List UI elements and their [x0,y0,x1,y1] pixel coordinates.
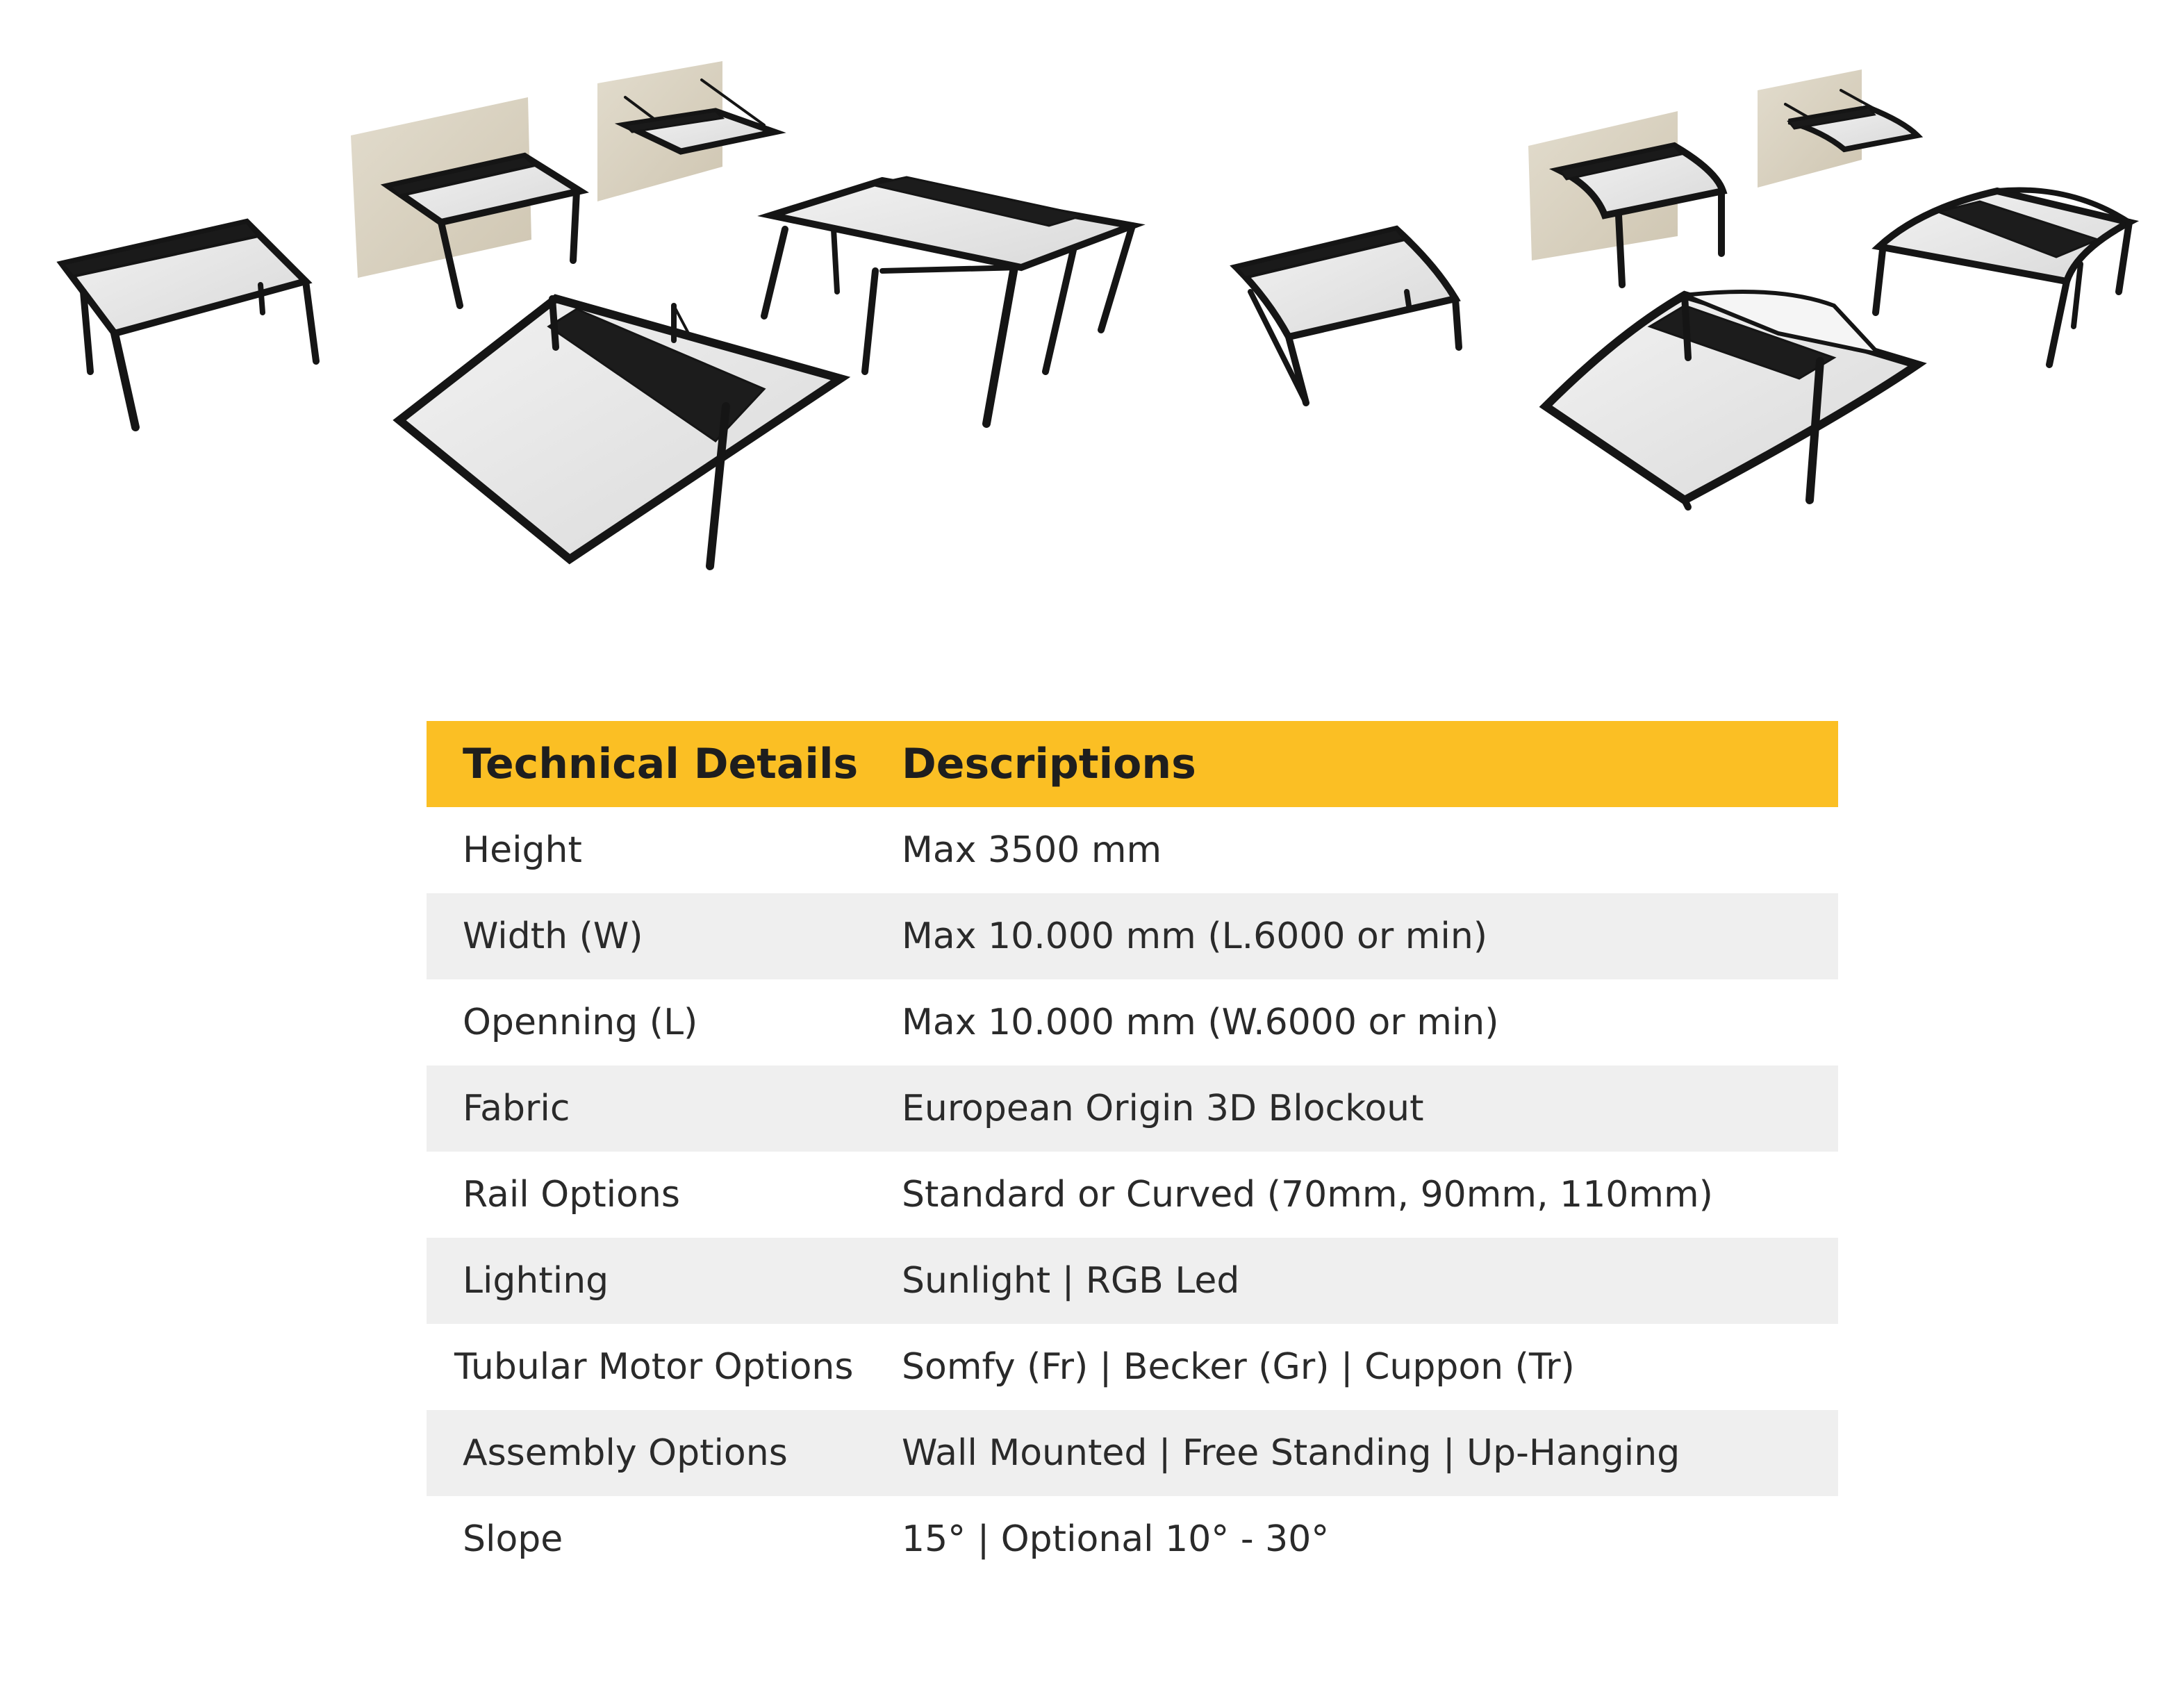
detail-label: Slope [463,1518,563,1560]
table-row [427,1238,1838,1324]
detail-value: Wall Mounted | Free Standing | Up-Hanging [902,1432,1680,1474]
table-row [427,1152,1838,1238]
technical-details-table [427,721,1838,1582]
table-row [427,979,1838,1066]
pergola-up-hanging [399,299,841,566]
pergola-curved-double [1876,190,2129,365]
detail-label: Height [463,829,582,871]
pergola-curved-wall-small [1758,69,1917,188]
header-descriptions: Descriptions [902,740,1196,788]
detail-label: Lighting [463,1260,609,1302]
detail-value: Max 10.000 mm (L.6000 or min) [902,915,1488,957]
product-illustrations [0,0,2182,625]
detail-label: Openning (L) [463,1002,698,1043]
detail-value: Max 10.000 mm (W.6000 or min) [902,1002,1499,1043]
pergola-wall-small [597,61,775,201]
pergola-curved-freestanding [1237,229,1459,403]
table-row [427,1324,1838,1410]
header-technical-details: Technical Details [463,740,859,788]
pergola-curved-up-hanging [1546,292,1917,507]
detail-label: Rail Options [463,1174,680,1216]
table-row [427,807,1838,893]
detail-label: Tubular Motor Options [454,1346,854,1388]
detail-value: Sunlight | RGB Led [902,1260,1240,1302]
pergola-curved-wall [1528,111,1723,285]
detail-value: 15° | Optional 10° - 30° [902,1518,1330,1560]
table-header [427,721,1838,807]
table-row [427,1496,1838,1582]
detail-value: Standard or Curved (70mm, 90mm, 110mm) [902,1174,1713,1216]
detail-label: Assembly Options [463,1432,788,1474]
detail-label: Width (W) [463,915,643,957]
detail-value: Max 3500 mm [902,829,1162,871]
pergola-wall-mounted [351,97,580,306]
table-row [427,893,1838,979]
table-row [427,1410,1838,1496]
table-row [427,1066,1838,1152]
detail-value: European Origin 3D Blockout [902,1088,1424,1129]
detail-value: Somfy (Fr) | Becker (Gr) | Cuppon (Tr) [902,1346,1575,1388]
detail-label: Fabric [463,1088,570,1129]
pergola-freestanding-straight [63,222,316,427]
